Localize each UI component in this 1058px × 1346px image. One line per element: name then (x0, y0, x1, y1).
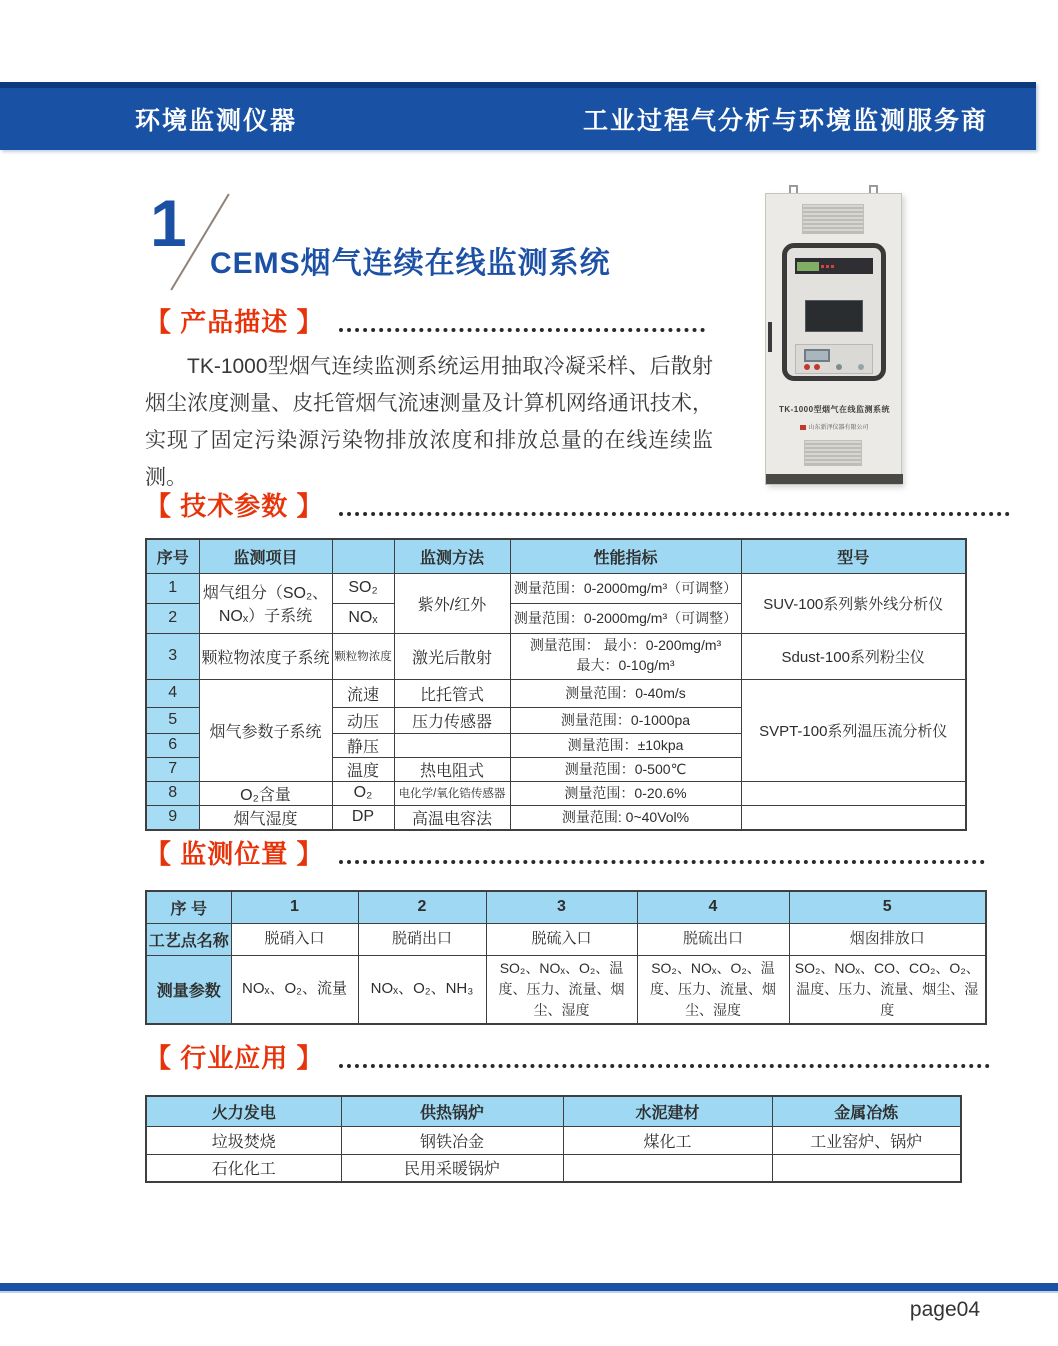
cabinet-bottom-vent (804, 440, 862, 466)
indicator-light (836, 364, 842, 370)
cell-params: NOₓ、O₂、流量 (231, 955, 358, 1024)
cell-sub: 动压 (332, 707, 394, 733)
cell-perf: 测量范围：0-500℃ (510, 757, 741, 781)
row-label-points: 工艺点名称 (146, 923, 231, 955)
cell-method: 比托管式 (394, 679, 510, 707)
cell-perf: 测量范围： 最小：0-200mg/m³ 最大：0-10g/m³ (510, 633, 741, 679)
cabinet-body (765, 193, 902, 485)
product-photo-cabinet (765, 185, 902, 485)
table-header-row (146, 891, 986, 923)
cell-model (741, 805, 966, 830)
dotted-leader (339, 512, 1010, 516)
cell-sub: 流速 (332, 679, 394, 707)
brand-logo-icon (800, 425, 806, 430)
table-row (146, 679, 966, 707)
cell-no: 6 (146, 733, 199, 757)
dotted-leader (339, 860, 985, 864)
cell-perf: 测量范围：0-40m/s (510, 679, 741, 707)
industry-header: 火力发电 (146, 1096, 341, 1126)
analyzer-button (821, 265, 824, 268)
positions-table (145, 890, 987, 1025)
corner-header: 序 号 (146, 891, 231, 923)
col-header-4: 4 (637, 891, 789, 923)
cell-method: 紫外/红外 (394, 573, 510, 633)
cell-sub: O₂ (332, 781, 394, 805)
table-row (146, 923, 986, 955)
col-header-2: 2 (358, 891, 486, 923)
cell-sub: DP (332, 805, 394, 830)
cell-no: 8 (146, 781, 199, 805)
dotted-leader (339, 1064, 990, 1068)
section-number: 1 (150, 186, 187, 260)
cabinet-brand-label: 山东新泽仪器有限公司 (766, 422, 903, 431)
cell-point: 脱硫出口 (637, 923, 789, 955)
cabinet-model-label: TK-1000型烟气在线监测系统 (778, 405, 891, 414)
col-header-method: 监测方法 (394, 539, 510, 573)
table-row (146, 633, 966, 679)
cell-params: SO₂、NOₓ、O₂、温度、压力、流量、烟尘、湿度 (486, 955, 637, 1024)
cell-point: 脱硝入口 (231, 923, 358, 955)
description-heading: 【 产品描述 】 (145, 307, 324, 337)
table-row (146, 955, 986, 1024)
industries-table (145, 1095, 962, 1183)
cell-perf: 测量范围：0-2000mg/m³（可调整） (510, 603, 741, 633)
table-header-row (146, 539, 966, 573)
cell-params: SO₂、NOₓ、CO、CO₂、O₂、温度、压力、流量、烟尘、湿度 (789, 955, 986, 1024)
industry-cell: 钢铁冶金 (341, 1126, 563, 1154)
cell-model: SUV-100系列紫外线分析仪 (741, 573, 966, 633)
cell-params: NOₓ、O₂、NH₃ (358, 955, 486, 1024)
col-header-blank (332, 539, 394, 573)
header-right-title: 工业过程气分析与环境监测服务商 (582, 107, 988, 135)
table-row (146, 1154, 961, 1182)
cell-point: 脱硝出口 (358, 923, 486, 955)
industry-cell: 煤化工 (563, 1126, 772, 1154)
cabinet-window (782, 243, 886, 381)
industry-cell (772, 1154, 961, 1182)
cell-model (741, 781, 966, 805)
cell-no: 4 (146, 679, 199, 707)
industry-header: 水泥建材 (563, 1096, 772, 1126)
tech-heading-row (145, 486, 1010, 523)
col-header-5: 5 (789, 891, 986, 923)
col-header-item: 监测项目 (199, 539, 332, 573)
cell-no: 2 (146, 603, 199, 633)
analyzer-button (831, 265, 834, 268)
cell-perf: 测量范围: 0~40Vol% (510, 805, 741, 830)
cabinet-door-handle (768, 322, 772, 352)
cell-item: 颗粒物浓度子系统 (199, 633, 332, 679)
industries-heading-row (145, 1038, 990, 1075)
cell-method: 压力传感器 (394, 707, 510, 733)
footer-bar (0, 1283, 1058, 1293)
cabinet-control-panel (795, 344, 873, 374)
cell-perf: 测量范围：0-1000pa (510, 707, 741, 733)
cell-sub: 温度 (332, 757, 394, 781)
cell-item: O₂含量 (199, 781, 332, 805)
positions-heading-row (145, 834, 985, 871)
cell-method: 激光后散射 (394, 633, 510, 679)
cell-method: 高温电容法 (394, 805, 510, 830)
cell-perf: 测量范围：0-2000mg/m³（可调整） (510, 573, 741, 603)
indicator-light (804, 364, 810, 370)
cell-perf: 测量范围：0-20.6% (510, 781, 741, 805)
col-header-1: 1 (231, 891, 358, 923)
indicator-light (858, 364, 864, 370)
header-banner (0, 82, 1036, 150)
cell-point: 脱硫入口 (486, 923, 637, 955)
cell-method: 电化学/氧化锆传感器 (394, 781, 510, 805)
table-row (146, 1126, 961, 1154)
cell-method: 热电阻式 (394, 757, 510, 781)
cell-sub: NOₓ (332, 603, 394, 633)
indicator-light (814, 364, 820, 370)
col-header-3: 3 (486, 891, 637, 923)
industry-cell: 工业窑炉、锅炉 (772, 1126, 961, 1154)
tech-params-table (145, 538, 967, 831)
section-title: CEMS烟气连续在线监测系统 (210, 247, 611, 280)
dotted-leader (339, 328, 705, 332)
tech-heading: 【 技术参数 】 (145, 491, 324, 521)
cell-point: 烟囱排放口 (789, 923, 986, 955)
cabinet-display-screen (805, 300, 863, 332)
cell-no: 3 (146, 633, 199, 679)
cell-item: 烟气组分（SO₂、NOₓ）子系统 (199, 573, 332, 633)
cell-method (394, 733, 510, 757)
table-row (146, 805, 966, 830)
col-header-model: 型号 (741, 539, 966, 573)
cell-perf: 测量范围：±10kpa (510, 733, 741, 757)
control-panel-screen (804, 349, 830, 362)
cell-no: 5 (146, 707, 199, 733)
industry-header: 金属冶炼 (772, 1096, 961, 1126)
cabinet-analyzer-module (795, 258, 873, 274)
industry-header: 供热锅炉 (341, 1096, 563, 1126)
cell-model: Sdust-100系列粉尘仪 (741, 633, 966, 679)
table-row (146, 573, 966, 603)
cell-model: SVPT-100系列温压流分析仪 (741, 679, 966, 781)
description-heading-row (145, 302, 705, 339)
cabinet-top-vent (802, 204, 864, 234)
cell-item: 烟气参数子系统 (199, 679, 332, 781)
industry-cell: 石化化工 (146, 1154, 341, 1182)
row-label-params: 测量参数 (146, 955, 231, 1024)
cell-params: SO₂、NOₓ、O₂、温度、压力、流量、烟尘、湿度 (637, 955, 789, 1024)
analyzer-button (826, 265, 829, 268)
page-number: page04 (909, 1298, 980, 1321)
table-row (146, 781, 966, 805)
cell-no: 9 (146, 805, 199, 830)
cell-no: 7 (146, 757, 199, 781)
cell-sub: SO₂ (332, 573, 394, 603)
cell-sub: 颗粒物浓度 (332, 633, 394, 679)
cell-no: 1 (146, 573, 199, 603)
industry-cell: 垃圾焚烧 (146, 1126, 341, 1154)
col-header-perf: 性能指标 (510, 539, 741, 573)
col-header-no: 序号 (146, 539, 199, 573)
cell-sub: 静压 (332, 733, 394, 757)
industry-cell: 民用采暖锅炉 (341, 1154, 563, 1182)
industry-cell (563, 1154, 772, 1182)
positions-heading: 【 监测位置 】 (145, 839, 324, 869)
header-left-title: 环境监测仪器 (135, 107, 298, 135)
industries-heading: 【 行业应用 】 (145, 1043, 324, 1073)
analyzer-screen (797, 262, 819, 271)
cell-item: 烟气湿度 (199, 805, 332, 830)
table-header-row (146, 1096, 961, 1126)
description-paragraph: TK-1000型烟气连续监测系统运用抽取冷凝采样、后散射烟尘浓度测量、皮托管烟气流速测量及计算机网络通讯技术，实现了固定污染源污染物排放浓度和排放总量的在线连续监测。 (145, 355, 713, 489)
cabinet-base (766, 474, 903, 484)
